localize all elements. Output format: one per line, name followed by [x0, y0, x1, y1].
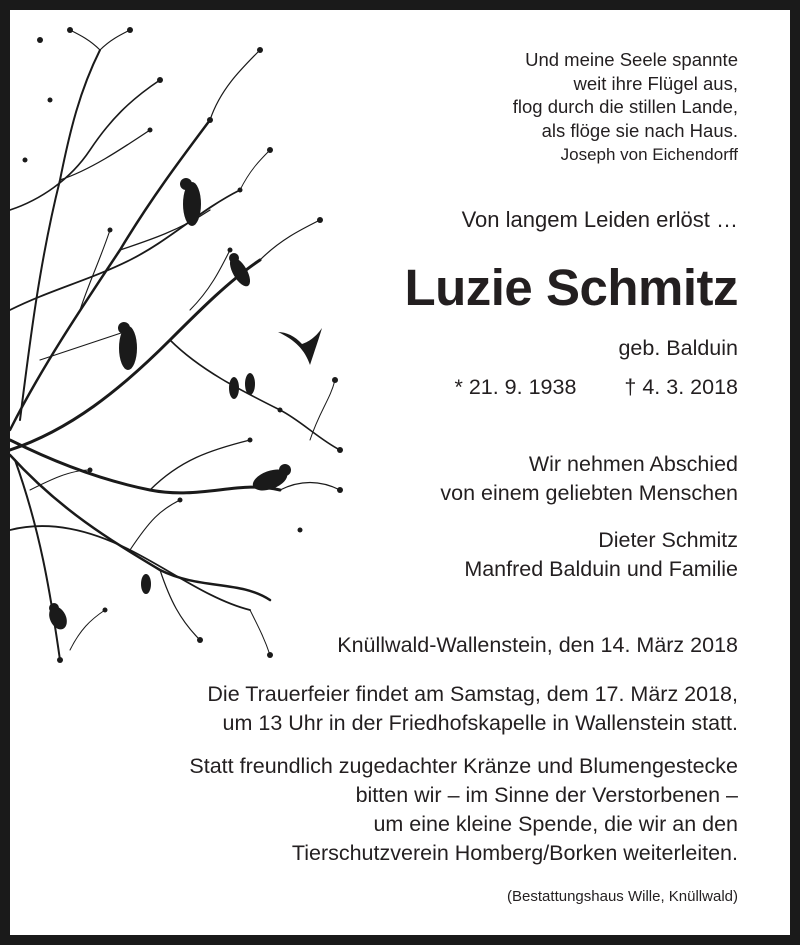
- mourner: Manfred Balduin und Familie: [464, 557, 738, 581]
- poem: [513, 48, 738, 167]
- farewell-line: Wir nehmen Abschied: [528, 452, 738, 476]
- poem-line: weit ihre Flügel aus,: [573, 72, 738, 94]
- donation-line: Statt freundlich zugedachter Kränze und Blumengestecke: [189, 754, 738, 778]
- donation-line: bitten wir – im Sinne der Verstorbenen –: [355, 783, 738, 807]
- poem-author: Joseph von Eichendorff: [560, 145, 738, 164]
- undertaker: (Bestattungshaus Wille, Knüllwald): [507, 888, 738, 905]
- mourner: Dieter Schmitz: [598, 528, 738, 552]
- ceremony-line: Die Trauerfeier findet am Samstag, dem 17. März 2018,: [207, 682, 738, 706]
- donation-request: [189, 752, 738, 868]
- branches-with-birds-icon: [10, 10, 360, 680]
- ceremony-info: [207, 680, 738, 738]
- place-date: Knüllwald-Wallenstein, den 14. März 2018: [337, 633, 738, 657]
- donation-line: Tierschutzverein Homberg/Borken weiterleiten.: [291, 841, 738, 865]
- poem-line: als flöge sie nach Haus.: [541, 119, 738, 141]
- farewell-line: von einem geliebten Menschen: [440, 481, 738, 505]
- mourners: [464, 526, 738, 584]
- farewell-text: [440, 450, 738, 508]
- life-dates: [454, 375, 738, 400]
- ceremony-line: um 13 Uhr in der Friedhofskapelle in Wallenstein statt.: [222, 711, 738, 735]
- death-date: † 4. 3. 2018: [624, 375, 738, 399]
- poem-line: Und meine Seele spannte: [525, 49, 738, 70]
- relief-phrase: Von langem Leiden erlöst …: [461, 207, 738, 232]
- poem-line: flog durch die stillen Lande,: [512, 96, 738, 117]
- birth-date: * 21. 9. 1938: [454, 375, 577, 399]
- deceased-name: Luzie Schmitz: [404, 259, 738, 316]
- donation-line: um eine kleine Spende, die wir an den: [373, 812, 738, 836]
- born-name: geb. Balduin: [618, 336, 738, 360]
